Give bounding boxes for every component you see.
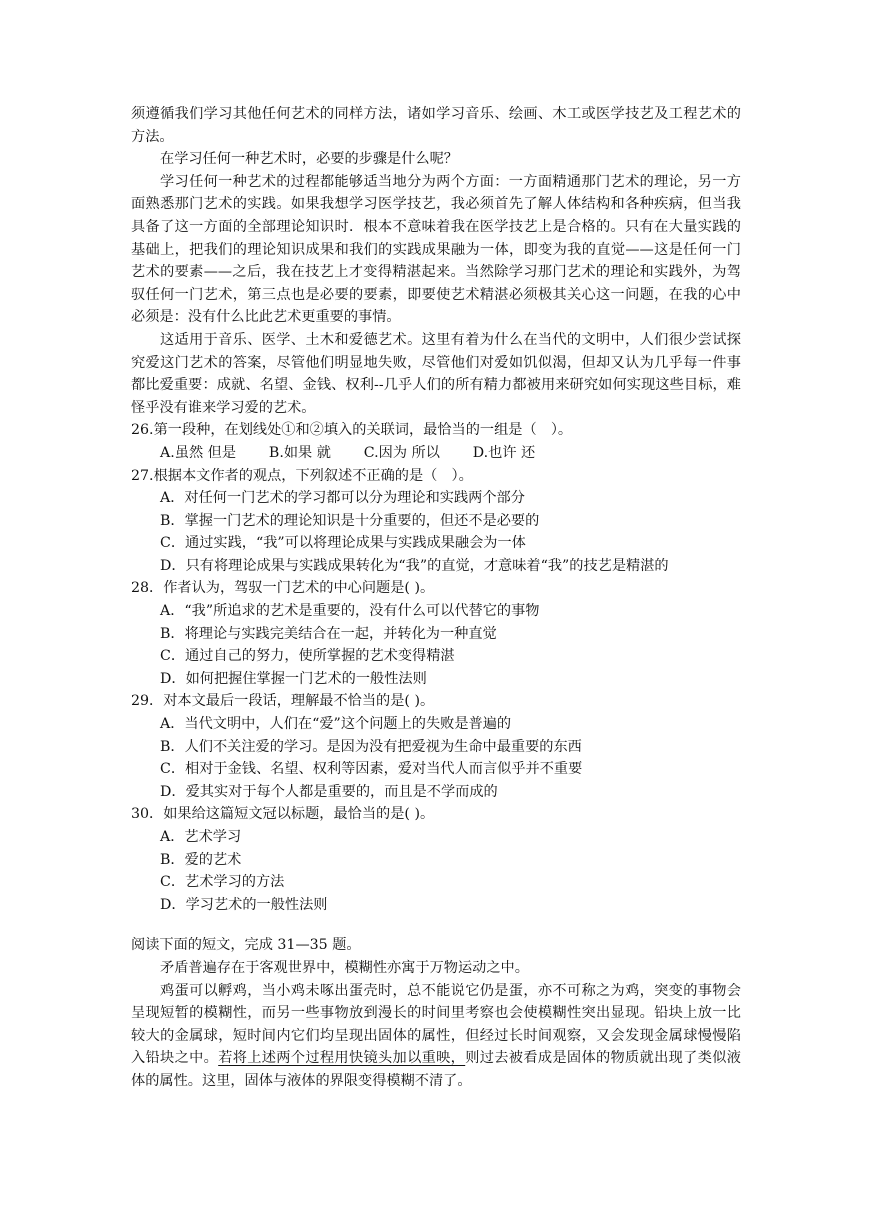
- question-option-c: C．艺术学习的方法: [160, 874, 285, 891]
- question-stem: 28．作者认为，驾驭一门艺术的中心问题是( )。: [131, 580, 435, 597]
- passage2-intro: 阅读下面的短文，完成 31—35 题。: [131, 937, 361, 954]
- question-option-d: D．爱其实对于每个人都是重要的，而且是不学而成的: [160, 783, 498, 800]
- passage2-text-before: 鸡蛋可以孵鸡，当小鸡未啄出蛋壳时，总不能说它仍是蛋，亦不可称之为鸡，突变的事物会呈现短暂的模糊性，而另一些事物放到漫长的时间里考察也会使模糊性突出显现。铅块上放一比较大的金属球，短时间内它们均呈现出固体的属性，但经过长时间观察，又会发现金属球慢慢陷入铅块之中。: [131, 982, 741, 1067]
- question-stem: 30．如果给这篇短文冠以标题，最恰当的是( )。: [131, 806, 435, 823]
- passage1-paragraph-1: 在学习任何一种艺术时，必要的步骤是什么呢？: [160, 151, 458, 168]
- section-gap: [131, 916, 741, 934]
- question-option-a: A．“我”所追求的艺术是重要的，没有什么可以代替它的事物: [160, 603, 540, 620]
- question-option-d: D．如何把握住掌握一门艺术的一般性法则: [160, 670, 427, 687]
- question-option-c: C．通过自己的努力，使所掌握的艺术变得精湛: [160, 648, 455, 665]
- document-content: [131, 103, 741, 1093]
- question-option-b: B．掌握一门艺术的理论知识是十分重要的，但还不是必要的: [160, 512, 540, 529]
- question-option-a: A．艺术学习: [160, 829, 242, 845]
- passage1-paragraph-2: 学习任何一种艺术的过程都能够适当地分为两个方面：一方面精通那门艺术的理论，另一方面熟悉那门艺术的实践。如果我想学习医学技艺，我必须首先了解人体结构和各种疾病，但当我具备了这一方面的全部理论知识时．根本不意味着我在医学技艺上是合格的。只有在大量实践的基础上，把我们的理论知识成果和我们的实践成果融为一体，即变为我的直觉——这是任何一门艺术的要素——之后，我在技艺上才变得精湛起来。当然除学习那门艺术的理论和实践外，为驾驭任何一门艺术，第三点也是必要的要素，即要使艺术精湛必须极其关心这一问题，在我的心中必须是：没有什么比此艺术更重要的事情。: [131, 173, 741, 326]
- passage2-text-after: 则过去被看成是固体的物质就出现了类似液体的属性。这里，固体与液体的界限变得模糊不清了。: [131, 1050, 741, 1089]
- question-option-a: A．对任何一门艺术的学习都可以分为理论和实践两个部分: [160, 490, 525, 507]
- passage1-paragraph-0: 须遵循我们学习其他任何艺术的同样方法，诸如学习音乐、绘画、木工或医学技艺及工程艺术的方法。: [131, 106, 741, 145]
- question-option-b: B．人们不关注爱的学习。是因为没有把爱视为生命中最重要的东西: [160, 738, 582, 755]
- passage2-paragraph-1: 矛盾普遍存在于客观世界中，模糊性亦寓于万物运动之中。: [160, 959, 529, 976]
- question-option-d: D．学习艺术的一般性法则: [160, 896, 328, 913]
- underlined-phrase: 若将上述两个过程用快镜头加以重映，: [218, 1050, 466, 1067]
- passage2-paragraph-2: [131, 980, 741, 1093]
- question-option-b: B．将理论与实践完美结合在一起，并转化为一种直觉: [160, 625, 497, 642]
- passage1-paragraph-3: 这适用于音乐、医学、土木和爱德艺术。这里有着为什么在当代的文明中，人们很少尝试探究爱这门艺术的答案，尽管他们明显地失败，尽管他们对爱如饥似渴，但却又认为几乎每一件事都比爱重要：成就、名望、金钱、权利--几乎人们的所有精力都被用来研究如何实现这些目标，难怪乎没有谁来学习爱的艺术。: [131, 331, 741, 416]
- question-options: A.虽然 但是 B.如果 就 C.因为 所以 D.也许 还: [160, 444, 536, 461]
- question-option-c: C．相对于金钱、名望、权利等因素，爱对当代人而言似乎并不重要: [160, 761, 583, 778]
- question-27: [131, 465, 741, 578]
- question-option-c: C．通过实践，“我”可以将理论成果与实践成果融会为一体: [160, 535, 526, 552]
- question-option-d: D．只有将理论成果与实践成果转化为“我”的直觉，才意味着“我”的技艺是精湛的: [160, 557, 669, 574]
- question-stem: 26.第一段种，在划线处①和②填入的关联词，最恰当的一组是（ ）。: [131, 422, 573, 439]
- question-28: [131, 577, 741, 690]
- question-stem: 29．对本文最后一段话，理解最不恰当的是( )。: [131, 693, 435, 710]
- question-29: [131, 690, 741, 803]
- question-stem: 27.根据本文作者的观点，下列叙述不正确的是（ ）。: [131, 467, 473, 484]
- question-option-a: A．当代文明中，人们在“爱”这个问题上的失败是普遍的: [160, 716, 512, 733]
- question-26: [131, 419, 741, 464]
- question-option-b: B．爱的艺术: [160, 851, 242, 868]
- question-30: [131, 803, 741, 916]
